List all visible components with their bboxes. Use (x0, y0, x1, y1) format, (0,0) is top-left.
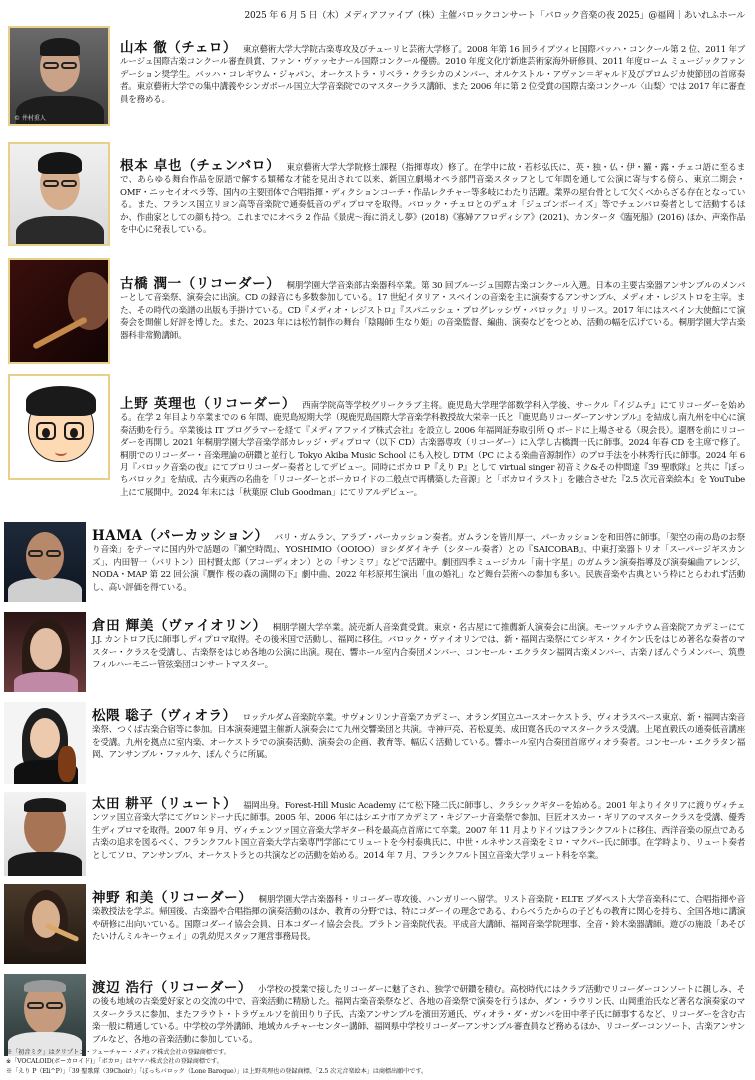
portrait-photo (8, 142, 110, 246)
profile-name: 神野 和美（リコーダー） (92, 890, 253, 906)
profile-bio (120, 278, 745, 342)
profile-name: 松隈 聡子（ヴィオラ） (92, 708, 237, 724)
note-line: ※「VOCALOID(ボーカロイド)」「ボカロ」はヤマハ株式会社の登録商標です。 (6, 1058, 223, 1066)
profile-bio (92, 892, 745, 944)
portrait-photo (8, 26, 110, 126)
cartoon-avatar (8, 374, 110, 480)
profile-item (0, 24, 755, 132)
profile-item (0, 256, 755, 366)
profile-item (0, 792, 755, 882)
profile-text: 桐朋学園大学古楽器科・リコーダー専攻後、ハンガリーへ留学。リスト音楽院・ELTE ブダペスト大学音楽科にて、合唱指揮や音楽教授法を学ぶ。帰国後、古楽器や合唱指揮の演奏活動のほか、教育の分野では、特にコダーイの理念である、わらべうたからの子どもの教育に関心を持ち、全国各地に講演や研修に出向いている。国際コダーイ協会会員、日本コダーイ協会会長。プラトン音楽院代表。平成音大講師、福岡音楽学院理事、全音・鈴木楽器講師。遊びの施設「あそびたいけんミルキーウェイ」の乳幼児スタッフ運営事務局長。 (92, 895, 745, 943)
profile-name: 渡辺 浩行（リコーダー） (92, 980, 253, 996)
profile-text: 東京藝術大学大学院修士課程（指揮専攻）修了。在学中に故・若杉弘氏に、英・独・仏・伊・羅・露・チェコ語に至るまで、あらゆる舞台作品を原語で解する類稀な才能を見出されて以来、新国立劇場オペラ部門音楽スタッフとして年間を通して公演に寄与する傍ら、東京二期会・OMF・ニッセイオペラ等、国内の主要団体で合唱指揮・ディクションコーチ・作品レクチャー等多岐にわたり活躍。業界の屋台骨として欠くべからざる存在となっている。また、フランス国立リヨン高等音楽院で通奏低音のディプロマを取得。バロック・チェロとのデュオ「ジュゴンボーイズ」等でチェンバロ奏者として活動するほか、作曲家としての顔も持つ。これまでにオペラ 2 作品《景虎～海に消えし夢》(2018)《寡婦アフロディシア》(2021)、カンタータ《臨死船》(2016) ほか、声楽作品を中心に発表している。 (120, 163, 745, 236)
profile-text: 東京藝術大学大学院古楽専攻及びチューリヒ芸術大学修了。2008 年第 16 回ライプツィヒ国際バッハ・コンクール第 2 位、2011 年ブルージュ国際古楽コンクール審査員賞、ファン・ヴァッセナール国際コンクール優勝。2010 年度文化庁新進芸術家海外研修員、2011 年度ローム ミュージックファンデーション奨学生。バッハ・コレギウム・ジャパン、オーケストラ・リベラ・クラシカのメンバー、オルケストル・アヴァン＝ギャルド及びプロムジカ使節団の首席奏者。東京藝術大学での集中講義やシンガポール国立大学音楽院でのマスタークラス講師、また 2006 年に第 2 位受賞の国際古楽コンクール〈山梨〉では 2017 年に審査員を務める。 (120, 45, 745, 105)
profile-name: 根本 卓也（チェンバロ） (120, 158, 281, 174)
profile-name: 倉田 輝美（ヴァイオリン） (92, 618, 267, 634)
note-line: ※「初音ミク」はクリプトン・フューチャー・メディア株式会社の登録商標です。 (6, 1048, 230, 1056)
photo-credit: © 井村重人 (14, 115, 46, 122)
portrait-photo (4, 974, 86, 1056)
profile-bio (92, 530, 745, 594)
profile-name: 古橋 潤一（リコーダー） (120, 276, 281, 292)
portrait-photo (4, 522, 86, 602)
profile-text: 西南学院高等学校グリークラブ主将。鹿児島大学理学部数学科入学後、サークル『イジムチ』にてリコーダーを始める。在学 2 年目より卒業までの 6 年間、鹿児島短期大学（現鹿児島国際大学音楽学科教授故大栄幸一氏と『鹿児島リコーダーアンサンブル』を結成し南九州を中心に演奏活動を行う。卒業後は IT プログラマーを経て『メディアファイブ株式会社』を設立し 2006 年福岡証券取引所 Q ボードに上場させる（現会長）。還暦を前にリコーダーを再開し 2021 年桐朋学園大学音楽学部カレッジ・ディプロマ（以下 CD）古楽器専攻（リコーダー）に入学し古橋潤一氏に師事。2024 年春 CD を主席で修了。桐朋でのリコーダー・音楽理論の研鑽と並行し Tokyo Akiba Music School にも入校し DTM（PC による楽曲音源制作）のプロ手法を小林秀行氏に師事。2024 年 6 月『バロック音楽の夜』にてプロリコーダー奏者としてデビュー。同時にボカロ P『えり P』として virtual singer 初音ミク&その仲間達『39 聖歌隊』と共に『ぼっちバロック』を結成、古今東西の名曲を「リコーダーとボーカロイドの二般点で再構築した音源」と「ボカロイラスト」を融合させた『2.5 次元音楽絵本』を YouTube 上にて展開中。2024 年末には「秋葉原 Club Goodman」にてリアルデビュー。 (120, 401, 745, 498)
profile-item (0, 140, 755, 250)
note-line: ※「えり P（Eli^P）」「39 聖歌隊（39Choir）」「ぼっちバロック（Lone Baroque）」は上野英理也の登録商標、「2.5 次元音楽絵本」は商標出願中です。 (6, 1067, 428, 1075)
page-header: 2025 年 6 月 5 日（木）メディアファイブ（株）主催バロックコンサート「バロック音楽の夜 2025」@福岡｜あいれふホール (244, 11, 745, 21)
profile-item (0, 372, 755, 520)
profile-bio (92, 620, 745, 672)
profile-text: 桐朋学園大学音楽部古楽器科卒業。第 30 回ブルージュ国際古楽コンクール入選。日本の主要古楽器アンサンブルのメンバーとして音楽祭、演奏会に出演。CD の録音にも多数参加している。17 世紀イタリア・スペインの音楽を主に演奏するアンサンブル、メディオ・レジストロを主宰。また、その時代の楽譜の出版も手掛けている。CD『メディオ・レジストロ』『スパニッシュ・プログレッシヴ・バロック』リリース。2017 年にはスペイン大使館にて演奏会を開催し好評を博した。また、2023 年には松竹制作の舞台「陰陽師 生なり姫」の音楽監督、編曲、演奏などをつとめ、活動の幅を広げている。桐朋学園大学古楽器科非常勤講師。 (120, 281, 745, 341)
profile-name: 太田 耕平（リュート） (92, 796, 238, 812)
profile-text: 福岡出身。Forest-Hill Music Academy にて松下隆二氏に師事し、クラシックギターを始める。2001 年よりイタリアに渡りヴィチェンツァ国立音楽大学にてグロンドーナ氏に師事。2005 年、2006 年にはシエナ市アカデミア・キジアーナ音楽祭で参加、巨匠オスカー・ギリアのマスタークラスを受講、優秀生ディプロマを取得。2007 年 9 月、ヴィチェンツァ国立音楽大学ギター科を最高点首席にて卒業。2007 年 11 月よりドイツはフランクフルトに移住、西洋音楽の原点である古楽の追求を図るべく、フランクフルト国立音楽大学古楽専門学部にてリュートを今村泰典氏に、中世・ルネサンス音楽をミロ・マクパー氏に師事。在学時より、リュート奏者としてソロ、アンサンブル、オーケストラとの共演などの活動を始める。2014 年 7 月、フランクフルト国立音楽大学リュート科を卒業。 (92, 801, 746, 861)
profile-bio (120, 42, 745, 106)
portrait-photo (4, 884, 86, 964)
profile-item (0, 522, 755, 606)
profile-item (0, 702, 755, 786)
portrait-photo (4, 612, 86, 692)
profile-text: ロッテルダム音楽院卒業。サヴォンリンナ音楽アカデミー、オランダ国立ユースオーケストラ、ヴィオラスペース東京、新・福岡古楽音楽祭、つくば古楽合宿等に参加。日本演奏連盟主催新人演奏会にて九州交響楽団と共演。寺神戸亮、若松夏美、成田寛各氏のマスタークラス受講。上尾直毅氏の通奏低音講座を受講。九州を拠点に室内楽、オーケストラでの演奏活動、演奏会の企画、教育等、幅広く活動している。響ホール室内合奏団首席ヴィオラ奏者。コンセール・エクラタン福岡、アンサンブル・ファルケ、ぽんぐうに所属。 (92, 713, 745, 761)
profile-bio (120, 398, 745, 499)
profile-item (0, 612, 755, 696)
profile-bio (92, 710, 745, 762)
profile-name: 上野 英理也（リコーダー） (120, 396, 297, 412)
profile-bio (120, 160, 745, 236)
profile-bio (92, 798, 745, 862)
portrait-photo (4, 792, 86, 876)
trademark-notes (6, 1048, 749, 1076)
profile-bio (92, 982, 745, 1046)
profile-text: バリ・ガムラン、アラブ・パーカッション奏者。ガムランを皆川厚一、パーカッションを和田啓に師事。「架空の南の島のお祭り音楽」をテーマに国内外で話題の『瀬空時間』、YOSHIMIO（OOIOO）ヨシダダイキチ（シタール奏者）との『SAICOBAB』、中東打楽器トリオ「スーパージギスカンズ」、内田智一（バリトン）田村賢太郎（アコーディオン）との「サンミワ」などで活躍中。劇団四季ミュージカル「南十字星」のガムラン演奏指導及び演奏編曲アレンジ、NODA・MAP 第 22 回公演『贋作 桜の森の満開の下』劇中曲、2022 年杉原邦生演出「血の婚礼」など舞台芸術への参加も多い。民族音楽や古典という枠にとらわれず活動し、高い評価を得ている。 (92, 533, 745, 593)
profile-text: 桐朋学園大学卒業。読売新人音楽賞受賞。東京・名古屋にて推薦新人演奏会に出演。モーツァルテウム音楽院アカデミーにて J.J. カントロフ氏に師事しディプロマ取得。その後米国で活動し、福岡に移住。バロック・ヴァイオリンでは、新・福岡古楽祭にてシギス・クイケン氏をはじめ著名な奏者のマスター・クラスを受講し、古楽祭をはじめ各地の公演に出演。現在、響ホール室内合奏団メンバー、コンセール・エクラタン福岡古楽メンバー、古楽 / ぽんぐうメンバー、筑豊フィルハーモニー管弦楽団コンサートマスター。 (92, 623, 745, 671)
profile-item (0, 884, 755, 968)
profile-name: 山本 徹（チェロ） (120, 40, 237, 56)
profile-name: HAMA（パーカッション） (92, 528, 269, 544)
portrait-photo (4, 702, 86, 784)
portrait-photo (8, 258, 110, 364)
profile-text: 小学校の授業で接したリコーダーに魅了され、独学で研鑽を積む。高校時代にはクラブ活動でリコーダーコンソートに親しみ、その後も地域の古楽愛好家との交流の中で、音楽活動に精励した。福岡古楽音楽祭など、各地の音楽祭で演奏を行うほか、ダン・ラウリン氏、山岡重治氏など著名な演奏家のマスタークラスに参加、またフラウト・トラヴェルソを前田りり子氏、古楽アンサンブルを濱田芳通氏、ヴィオラ・ダ・ガンバを田中孝子氏に師事するなど、リコーダーを含む古楽一般に精通している。中学校の学外講師、地域カルチャーセンター講師、福岡県中学校リコーダーアンサンブル審査員など務めるほか、リコーダーコンソート、古楽アンサンブルなど、各地の音楽活動に参加している。 (92, 985, 746, 1045)
